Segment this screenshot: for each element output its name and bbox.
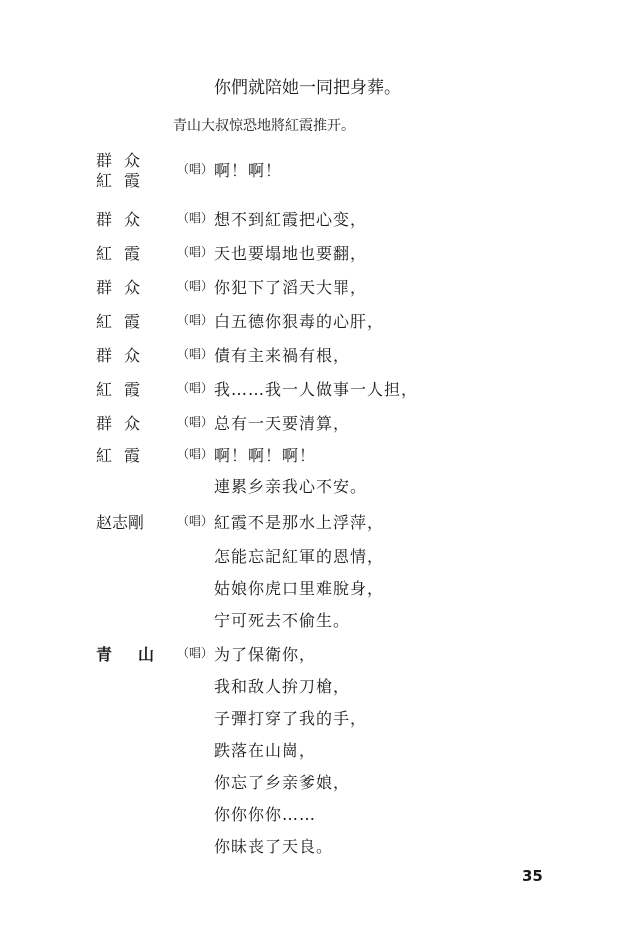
zhao-lyric: 紅霞不是那水上浮萍， — [214, 513, 385, 532]
sing-cue: （唱） — [177, 211, 214, 225]
speaker-name-zhao: 赵志剛 — [96, 513, 145, 532]
qingshan-lyric: 你昧丧了天良。 — [214, 837, 334, 856]
speaker-name: 群众 — [96, 210, 153, 229]
sing-cue: （唱） — [177, 279, 214, 293]
sing-cue: （唱） — [177, 245, 214, 259]
sing-cue: （唱） — [177, 347, 214, 361]
duet-sing-cue: （唱） — [177, 162, 214, 176]
dialogue-lyric: 想不到紅霞把心变， — [214, 210, 368, 229]
speaker-name: 紅霞 — [96, 312, 153, 331]
speaker-name: 群众 — [96, 278, 153, 297]
sing-cue: （唱） — [177, 514, 214, 528]
zhao-lyric: 宁可死去不偷生。 — [214, 611, 351, 630]
dialogue-lyric: 总有一天要清算， — [214, 414, 351, 433]
dialogue-lyric: 啊！啊！啊！ — [214, 446, 317, 465]
speaker-name: 紅霞 — [96, 244, 153, 263]
qingshan-lyric: 你忘了乡亲爹娘， — [214, 773, 351, 792]
speaker-name: 群众 — [96, 414, 153, 433]
speaker-name-qingshan: 青山 — [96, 645, 181, 664]
dialogue-lyric: 我……我一人做事一人担， — [214, 380, 419, 399]
dialogue-lyric: 天也要塌地也要翻， — [214, 244, 368, 263]
sing-cue: （唱） — [177, 646, 214, 660]
qingshan-lyric: 为了保衛你， — [214, 645, 317, 664]
stage-direction: 青山大叔惊恐地將紅霞推开。 — [173, 118, 355, 134]
sing-cue: （唱） — [177, 313, 214, 327]
qingshan-lyric: 我和敌人拚刀槍， — [214, 677, 351, 696]
page-number: 35 — [522, 867, 543, 885]
duet-speaker-2: 紅霞 — [96, 171, 153, 190]
zhao-lyric: 姑娘你虎口里难脫身， — [214, 579, 385, 598]
speaker-name: 紅霞 — [96, 446, 153, 465]
speaker-name: 紅霞 — [96, 380, 153, 399]
qingshan-lyric: 你你你你…… — [214, 805, 317, 824]
dialogue-lyric: 你犯下了滔天大罪， — [214, 278, 368, 297]
dialogue-lyric: 債有主来禍有根， — [214, 346, 351, 365]
speaker-name: 群众 — [96, 346, 153, 365]
duet-lyric: 啊！啊！ — [214, 161, 283, 180]
dialogue-lyric: 白五德你狠毒的心肝， — [214, 312, 385, 331]
sing-cue: （唱） — [177, 447, 214, 461]
sing-cue: （唱） — [177, 381, 214, 395]
continuation-lyric: 連累乡亲我心不安。 — [214, 477, 368, 496]
opening-lyric: 你們就陪她一同把身葬。 — [214, 78, 401, 98]
sing-cue: （唱） — [177, 415, 214, 429]
duet-speaker-1: 群众 — [96, 151, 153, 170]
zhao-lyric: 怎能忘記紅軍的恩情， — [214, 547, 385, 566]
qingshan-lyric: 跌落在山崗， — [214, 741, 317, 760]
qingshan-lyric: 子彈打穿了我的手， — [214, 709, 368, 728]
